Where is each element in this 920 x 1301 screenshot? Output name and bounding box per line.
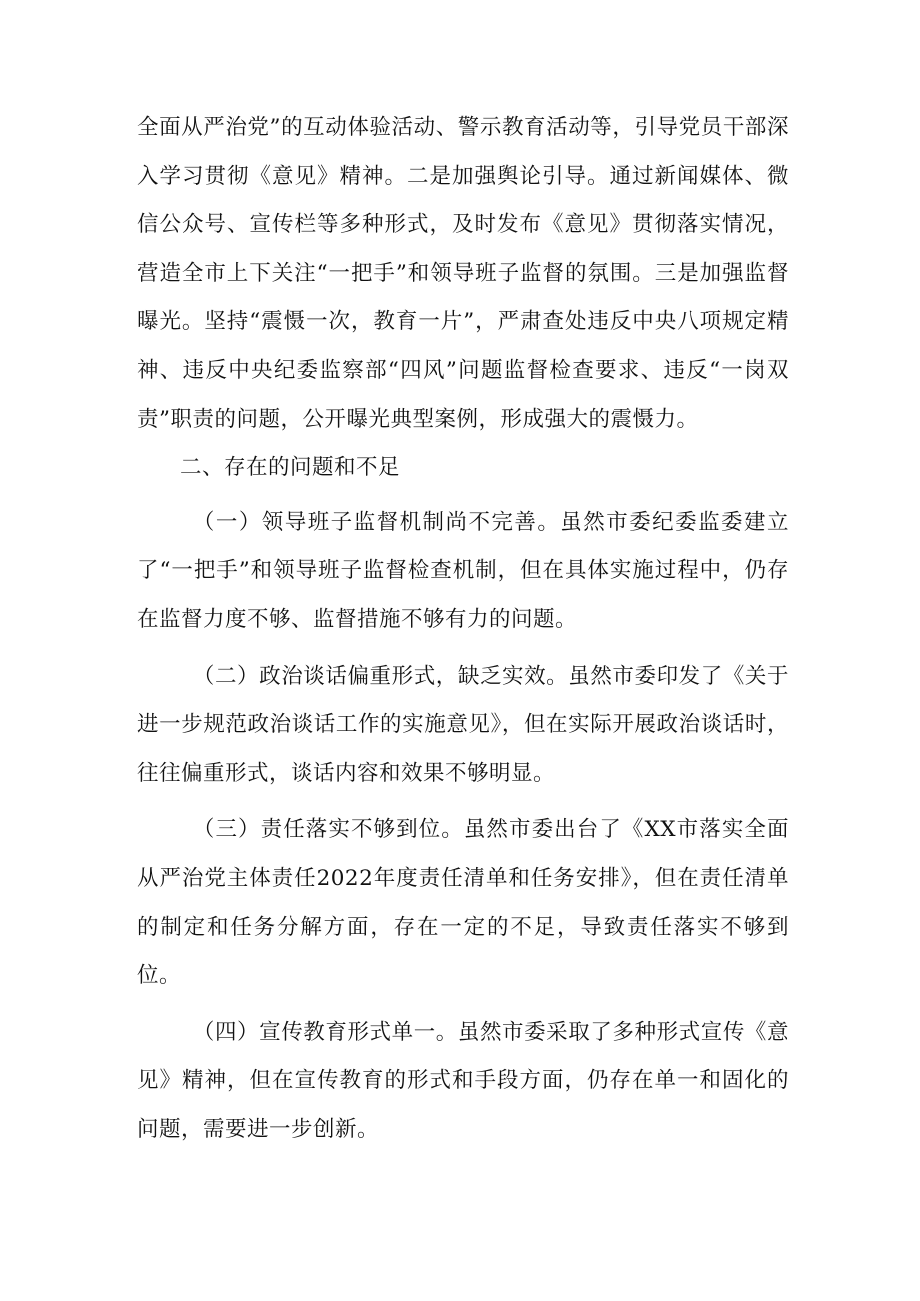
paragraph-item-2: （二）政治谈话偏重形式，缺乏实效。虽然市委印发了《关于进一步规范政治谈话工作的实施意见》，但在实际开展政治谈话时，往往偏重形式，谈话内容和效果不够明显。 <box>137 663 789 786</box>
paragraph-continuation: 全面从严治党”的互动体验活动、警示教育活动等，引导党员干部深入学习贯彻《意见》精神。二是加强舆论引导。通过新闻媒体、微信公众号、宣传栏等多种形式，及时发布《意见》贯彻落实情况，营造全市上下关注“一把手”和领导班子监督的氛围。三是加强监督曝光。坚持“震慑一次，教育一片”，严肃查处违反中央八项规定精神、违反中央纪委监察部“四风”问题监督检查要求、违反“一岗双责”职责的问题，公开曝光典型案例，形成强大的震慑力。 <box>137 115 789 432</box>
paragraph-item-4: （四）宣传教育形式单一。虽然市委采取了多种形式宣传《意见》精神，但在宣传教育的形式和手段方面，仍存在单一和固化的问题，需要进一步创新。 <box>137 1019 789 1142</box>
paragraph-item-1: （一）领导班子监督机制尚不完善。虽然市委纪委监委建立了“一把手”和领导班子监督检查机制，但在具体实施过程中，仍存在监督力度不够、监督措施不够有力的问题。 <box>137 509 789 632</box>
section-heading: 二、存在的问题和不足 <box>180 455 401 481</box>
paragraph-item-3: （三）责任落实不够到位。虽然市委出台了《XX市落实全面从严治党主体责任2022年度责任清单和任务安排》，但在责任清单的制定和任务分解方面，存在一定的不足，导致责任落实不够到位。 <box>137 817 789 989</box>
document-body <box>137 104 789 1154</box>
